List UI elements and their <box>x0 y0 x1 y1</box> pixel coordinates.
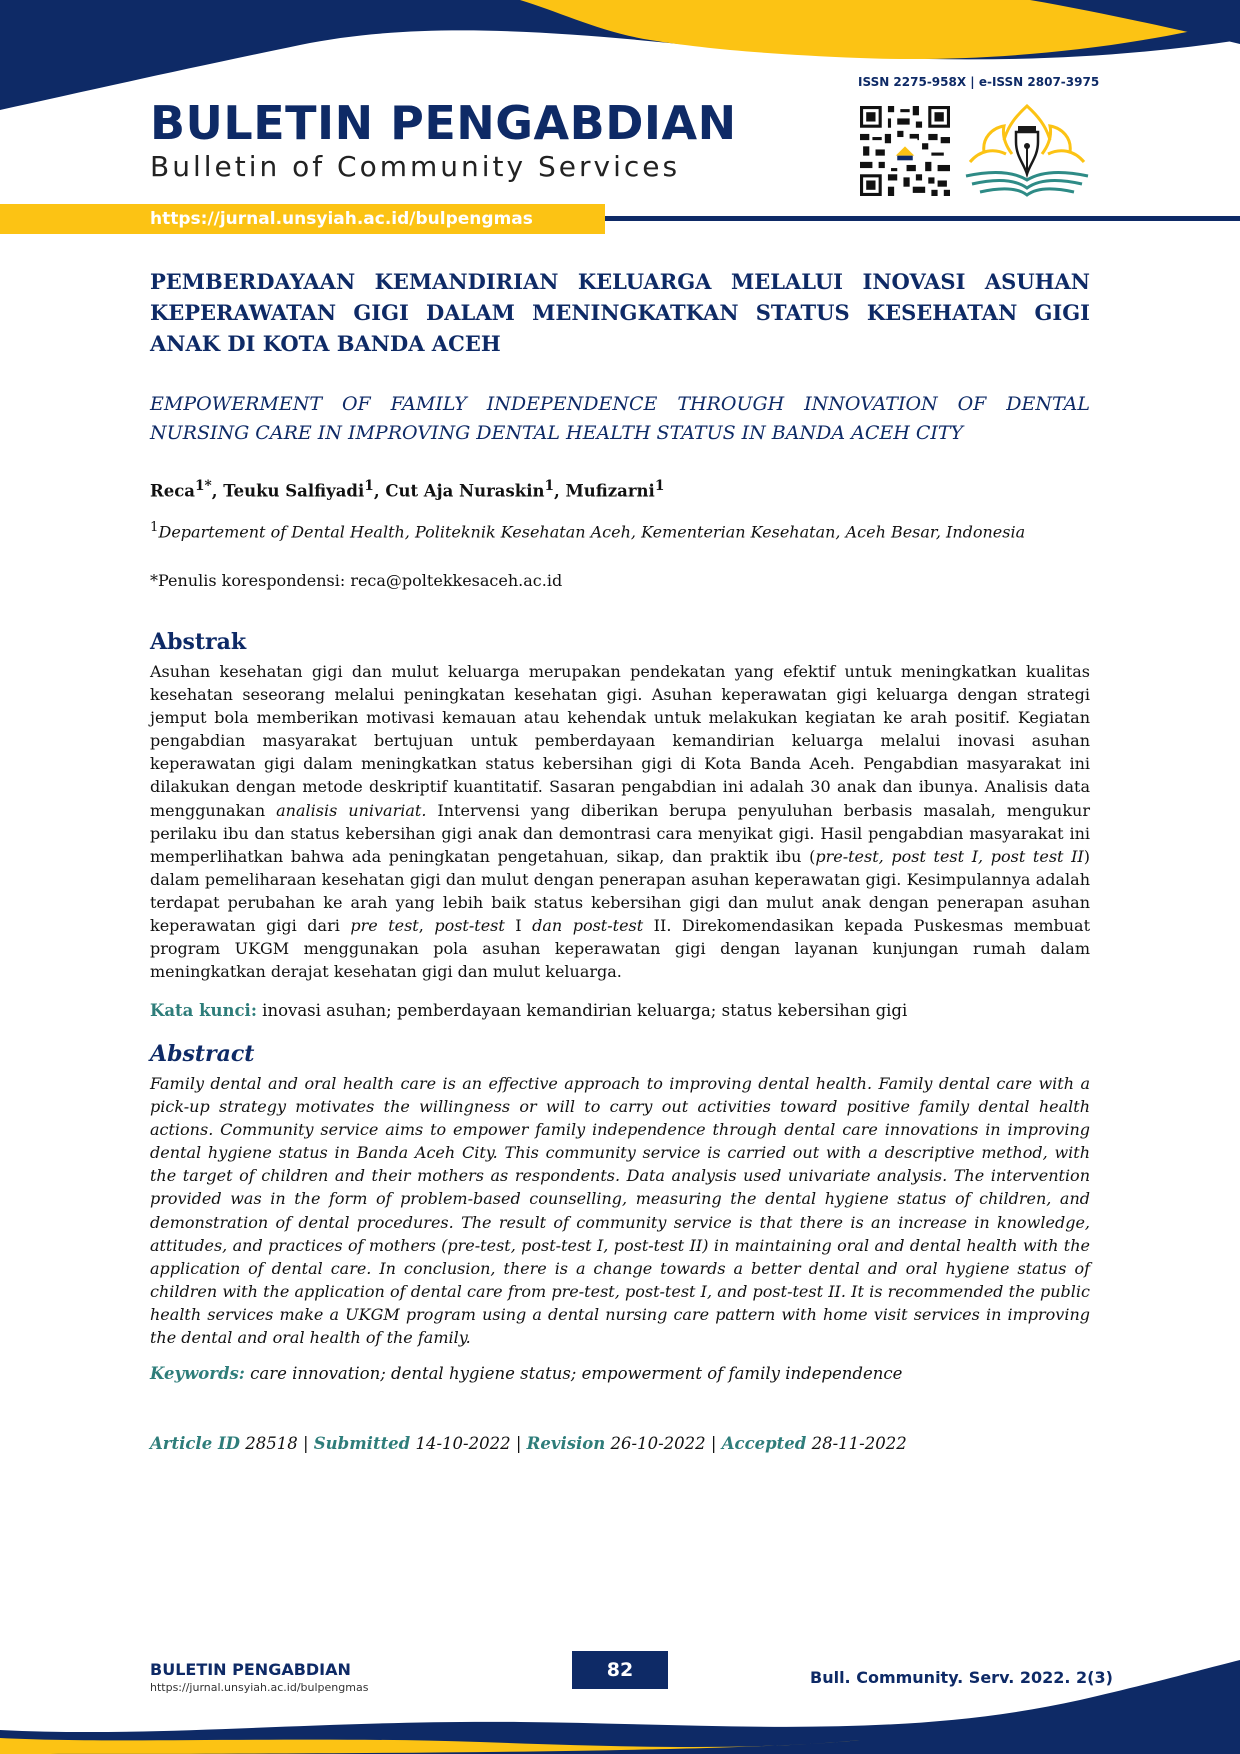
keywords-text: care innovation; dental hygiene status; empowerment of family independence <box>244 1364 903 1383</box>
abstract-heading: Abstract <box>150 1041 255 1067</box>
article-title-en: EMPOWERMENT OF FAMILY INDEPENDENCE THROUGH INNOVATION OF DENTAL NURSING CARE IN IMPROVING DENTAL HEALTH STATUS IN BANDA ACEH CITY <box>150 393 1090 444</box>
kata-kunci <box>150 1001 1090 1020</box>
affiliation <box>150 520 1090 541</box>
accepted-label: Accepted <box>721 1434 807 1453</box>
journal-subtitle: Bulletin of Community Services <box>150 150 681 183</box>
abstrak-heading: Abstrak <box>150 629 247 655</box>
article-id-label: Article ID <box>150 1434 240 1453</box>
footer-journal-name: BULETIN PENGABDIAN <box>150 1660 351 1679</box>
abstrak-italic-segment: pre-test, post test I, post test II <box>815 846 1084 866</box>
page-number: 82 <box>572 1651 668 1689</box>
article-meta <box>150 1434 1090 1453</box>
abstrak-text <box>150 660 1090 983</box>
author-name: Mufizarni <box>565 481 655 501</box>
revision-value: 26-10-2022 | <box>605 1434 722 1453</box>
article-title-id: PEMBERDAYAAN KEMANDIRIAN KELUARGA MELALUI INOVASI ASUHAN KEPERAWATAN GIGI DALAM MENINGKATKAN STATUS KESEHATAN GIGI ANAK DI KOTA BANDA ACEH <box>150 269 1090 356</box>
affiliation-text: Departement of Dental Health, Politeknik Kesehatan Aceh, Kementerian Kesehatan, Aceh Besar, Indonesia <box>158 522 1026 542</box>
revision-label: Revision <box>526 1434 606 1453</box>
keywords <box>150 1364 1090 1383</box>
abstrak-segment: Intervensi yang diberikan berupa penyuluhan berbasis masalah, mengukur perilaku ibu dan status kebersihan gigi anak dan demontrasi cara menyikat gigi. Hasil pengabdian masyarakat ini memperlihatkan bahwa ada peningkatan pengetahuan, sikap, dan praktik ibu ( <box>150 800 1090 866</box>
abstrak-segment: Asuhan kesehatan gigi dan mulut keluarga merupakan pendekatan yang efektif untuk meningkatkan kualitas kesehatan seseorang melalui peningkatan kesehatan gigi. Asuhan keperawatan gigi keluarga dengan strategi jemput bola memberikan motivasi kemauan atau kehendak untuk melakukan kegiatan ke arah positif. Kegiatan pengabdian masyarakat bertujuan untuk pemberdayaan kemandirian keluarga melalui inovasi asuhan keperawatan gigi dalam meningkatkan status kebersihan gigi di Kota Banda Aceh. Pengabdian masyarakat ini dilakukan dengan metode deskriptif kuantitatif. Sasaran pengabdian ini adalah 30 anak dan ibunya. Analisis data menggunakan <box>150 662 1090 820</box>
author-name: Cut Aja Nuraskin <box>385 481 545 501</box>
submitted-value: 14-10-2022 | <box>410 1434 527 1453</box>
journal-url-bar <box>0 204 605 234</box>
abstrak-italic-segment: dan post-test <box>532 916 644 936</box>
correspondence: *Penulis korespondensi: reca@poltekkesaceh.ac.id <box>150 571 563 590</box>
abstrak-segment: II. Direkomendasikan kepada Puskesmas membuat program UKGM menggunakan pola asuhan keperawatan gigi dengan layanan kunjungan rumah dalam meningkatkan derajat kesehatan gigi dan mulut keluarga. <box>150 916 1091 982</box>
author-name: Teuku Salfiyadi <box>223 481 365 501</box>
affiliation-mark: 1 <box>150 520 159 535</box>
kata-kunci-text: inovasi asuhan; pemberdayaan kemandirian keluarga; status kebersihan gigi <box>256 1001 908 1020</box>
fountain-pen-logo-icon <box>964 102 1090 198</box>
author-affiliation-mark: 1 <box>364 478 374 494</box>
author-affiliation-mark: 1 <box>654 478 665 494</box>
author-list: Reca$^{1*}$, Teuku Salfiyadi$^1$, Cut Aja Nuraskin$^1$, Mufizarni$^1$ <box>150 478 665 501</box>
article-id-value: 28518 | <box>239 1434 314 1453</box>
accepted-value: 28-11-2022 <box>806 1434 907 1453</box>
abstract-text: Family dental and oral health care is an effective approach to improving dental health. Family dental care with a pick-up strategy motivates the willingness or will to carry out activities toward positive family dental health actions. Community service aims to empower family independence through dental care innovations in improving dental hygiene status in Banda Aceh City. This community service is carried out with a descriptive method, with the target of children and their mothers as respondents. Data analysis used univariate analysis. The intervention provided was in the form of problem-based counselling, measuring the dental hygiene status of children, and demonstration of dental procedures. The result of community service is that there is an increase in knowledge, attitudes, and practices of mothers (pre-test, post-test I, post-test II) in maintaining oral and dental health with the application of dental care. In conclusion, there is a change towards a better dental and oral hygiene status of children with the application of dental care from pre-test, post-test I, and post-test II. It is recommended the public health services make a UKGM program using a dental nursing care pattern with home visit services in improving the dental and oral health of the family. <box>150 1074 1090 1348</box>
abstrak-italic-segment: analisis univariat. <box>276 800 427 820</box>
abstrak-segment: I <box>504 916 533 936</box>
footer-url[interactable]: https://jurnal.unsyiah.ac.id/bulpengmas <box>150 1681 369 1694</box>
submitted-label: Submitted <box>313 1434 411 1453</box>
header-rule <box>605 216 1240 221</box>
footer-citation: Bull. Community. Serv. 2022. 2(3) <box>810 1668 1113 1687</box>
journal-url[interactable]: https://jurnal.unsyiah.ac.id/bulpengmas <box>150 209 533 229</box>
abstrak-italic-segment: pre test <box>350 916 419 936</box>
author-name: Reca <box>150 481 195 501</box>
kata-kunci-label: Kata kunci: <box>150 1001 257 1020</box>
abstrak-segment: ) dalam pemeliharaan kesehatan gigi dan mulut dengan penerapan asuhan keperawatan gigi. Kesimpulannya adalah terdapat perubahan ke arah yang lebih baik status kebersihan gigi dan mulut anak dengan penerapan asuhan keperawatan gigi dari <box>150 846 1091 936</box>
abstrak-italic-segment: post-test <box>434 916 505 936</box>
keywords-label: Keywords: <box>150 1364 245 1383</box>
issn: ISSN 2275-958X | e-ISSN 2807-3975 <box>858 75 1100 89</box>
author-affiliation-mark: 1* <box>194 478 212 494</box>
journal-name: BULETIN PENGABDIAN <box>150 96 737 150</box>
abstrak-segment: , <box>418 916 435 936</box>
author-affiliation-mark: 1 <box>544 478 555 494</box>
qr-code-icon <box>860 106 950 196</box>
